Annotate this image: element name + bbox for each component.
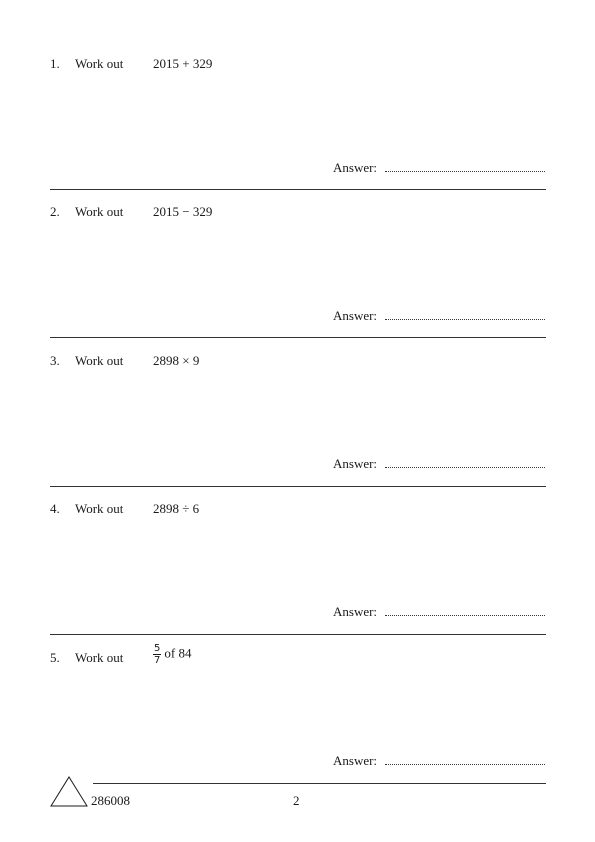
section-divider <box>50 189 546 190</box>
question-label: Work out <box>75 650 124 665</box>
question-label: Work out <box>75 353 124 368</box>
answer-label: Answer: <box>333 308 378 323</box>
answer-field[interactable] <box>385 756 545 765</box>
page-number: 2 <box>293 793 300 808</box>
answer-field[interactable] <box>385 311 545 320</box>
triangle-icon <box>50 776 88 808</box>
footer-rule <box>93 783 546 784</box>
section-divider <box>50 486 546 487</box>
question-number: 4. <box>50 501 60 516</box>
answer-label: Answer: <box>333 160 378 175</box>
fraction-denominator: 7 <box>154 655 161 666</box>
question-number: 3. <box>50 353 60 368</box>
question-expression <box>153 643 191 666</box>
question-expression: 2015 + 329 <box>153 56 213 71</box>
answer-field[interactable] <box>385 607 545 616</box>
question-number: 2. <box>50 204 60 219</box>
question-number: 1. <box>50 56 60 71</box>
answer-field[interactable] <box>385 163 545 172</box>
question-number: 5. <box>50 650 60 665</box>
fraction-numerator: 5 <box>154 643 161 654</box>
answer-label: Answer: <box>333 604 378 619</box>
question-expression: 2015 − 329 <box>153 204 213 219</box>
question-expression: 2898 × 9 <box>153 353 200 368</box>
question-label: Work out <box>75 56 124 71</box>
question-label: Work out <box>75 501 124 516</box>
footer-code: 286008 <box>91 793 130 808</box>
question-expression: 2898 ÷ 6 <box>153 501 200 516</box>
answer-label: Answer: <box>333 753 378 768</box>
answer-field[interactable] <box>385 459 545 468</box>
section-divider <box>50 634 546 635</box>
answer-label: Answer: <box>333 456 378 471</box>
expression-suffix: of 84 <box>164 645 192 661</box>
question-label: Work out <box>75 204 124 219</box>
section-divider <box>50 337 546 338</box>
fraction <box>153 643 161 666</box>
